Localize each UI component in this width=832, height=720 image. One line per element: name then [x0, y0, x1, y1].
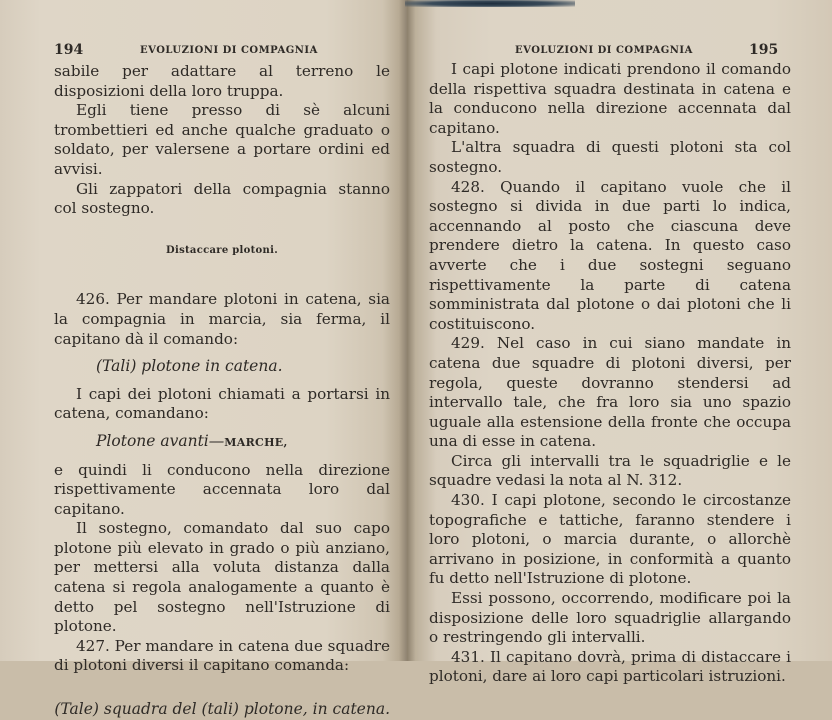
paragraph: Circa gli intervalli tra le squadriglie e le squadre vedasi la nota al N. 312.	[429, 451, 791, 490]
page-number: 195	[749, 42, 779, 58]
right-page	[407, 0, 832, 686]
paragraph-429: 429. Nel caso in cui siano mandate in catena due squadre di plotoni diversi, per regola, queste dovranno stendersi ad intervallo tale, che fra loro sia uno spazio uguale alla estensione della fronte che occupa una di esse in catena.	[429, 334, 791, 451]
paragraph: Il sostegno, comandato dal suo capo plotone più elevato in grado o più anziano, per mettersi alla voluta distanza dalla catena si regola analogamente a quanto è detto pel sostegno nell'Istruzione di plotone.	[54, 519, 390, 636]
paragraph: Gli zappatori della compagnia stanno col sostegno.	[54, 179, 390, 218]
paragraph: sabile per adattare al terreno le disposizioni della loro truppa.	[54, 62, 390, 100]
paragraph: L'altra squadra di questi plotoni sta col sostegno.	[429, 138, 791, 176]
page-body	[54, 62, 390, 720]
paragraph-428: 428. Quando il capitano vuole che il sostegno si divida in due parti lo indica, accennando al posto che ciascuna deve prendere dietro la catena. In questo caso avverte che i due sostegni seguano rispettivamente la parte di catena somministrata dal plotone o dai plotoni che li costituiscono.	[429, 177, 791, 333]
command-line: (Tale) squadra del (tali) plotone, in catena.	[54, 700, 390, 719]
section-heading: Distaccare plotoni.	[166, 244, 278, 256]
command-italic: Plotone avanti—	[96, 431, 225, 450]
left-page	[0, 0, 407, 719]
paragraph: I capi dei plotoni chiamati a portarsi in catena, comandano:	[54, 384, 390, 423]
running-header: EVOLUZIONI DI COMPAGNIA	[515, 45, 693, 56]
paragraph: Egli tiene presso di sè alcuni trombettieri ed anche qualche graduato o soldato, per valersene a portare ordini ed avvisi.	[54, 101, 390, 178]
running-header: EVOLUZIONI DI COMPAGNIA	[140, 45, 318, 56]
page-number: 194	[54, 42, 84, 58]
command-line: (Tali) plotone in catena.	[96, 357, 283, 376]
paragraph-430: 430. I capi plotone, secondo le circostanze topografiche e tattiche, faranno stendere i loro plotoni, o marcia durante, o allorchè arrivano in posizione, in conformità a quanto fu detto nell'Istruzione di plotone.	[429, 491, 791, 588]
paragraph-427: 427. Per mandare in catena due squadre di plotoni diversi il capitano comanda:	[54, 636, 390, 675]
command-line	[96, 432, 390, 453]
paragraph: e quindi li conducono nella direzione rispettivamente accennata loro dal capitano.	[54, 460, 390, 518]
page-body	[429, 60, 791, 687]
book-top-edge	[405, 0, 575, 7]
paragraph: I capi plotone indicati prendono il comando della rispettiva squadra destinata in catena e la conducono nella direzione accennata dal capitano.	[429, 60, 791, 137]
paragraph: Essi possono, occorrendo, modificare poi la disposizione delle loro squadriglie allargando o restringendo gli intervalli.	[429, 589, 791, 647]
paragraph-431: 431. Il capitano dovrà, prima di distaccare i plotoni, dare ai loro capi particolari istruzioni.	[429, 647, 791, 686]
command-caps: MARCHE,	[224, 435, 288, 449]
paragraph-426: 426. Per mandare plotoni in catena, sia la compagnia in marcia, sia ferma, il capitano dà il comando:	[54, 290, 390, 348]
